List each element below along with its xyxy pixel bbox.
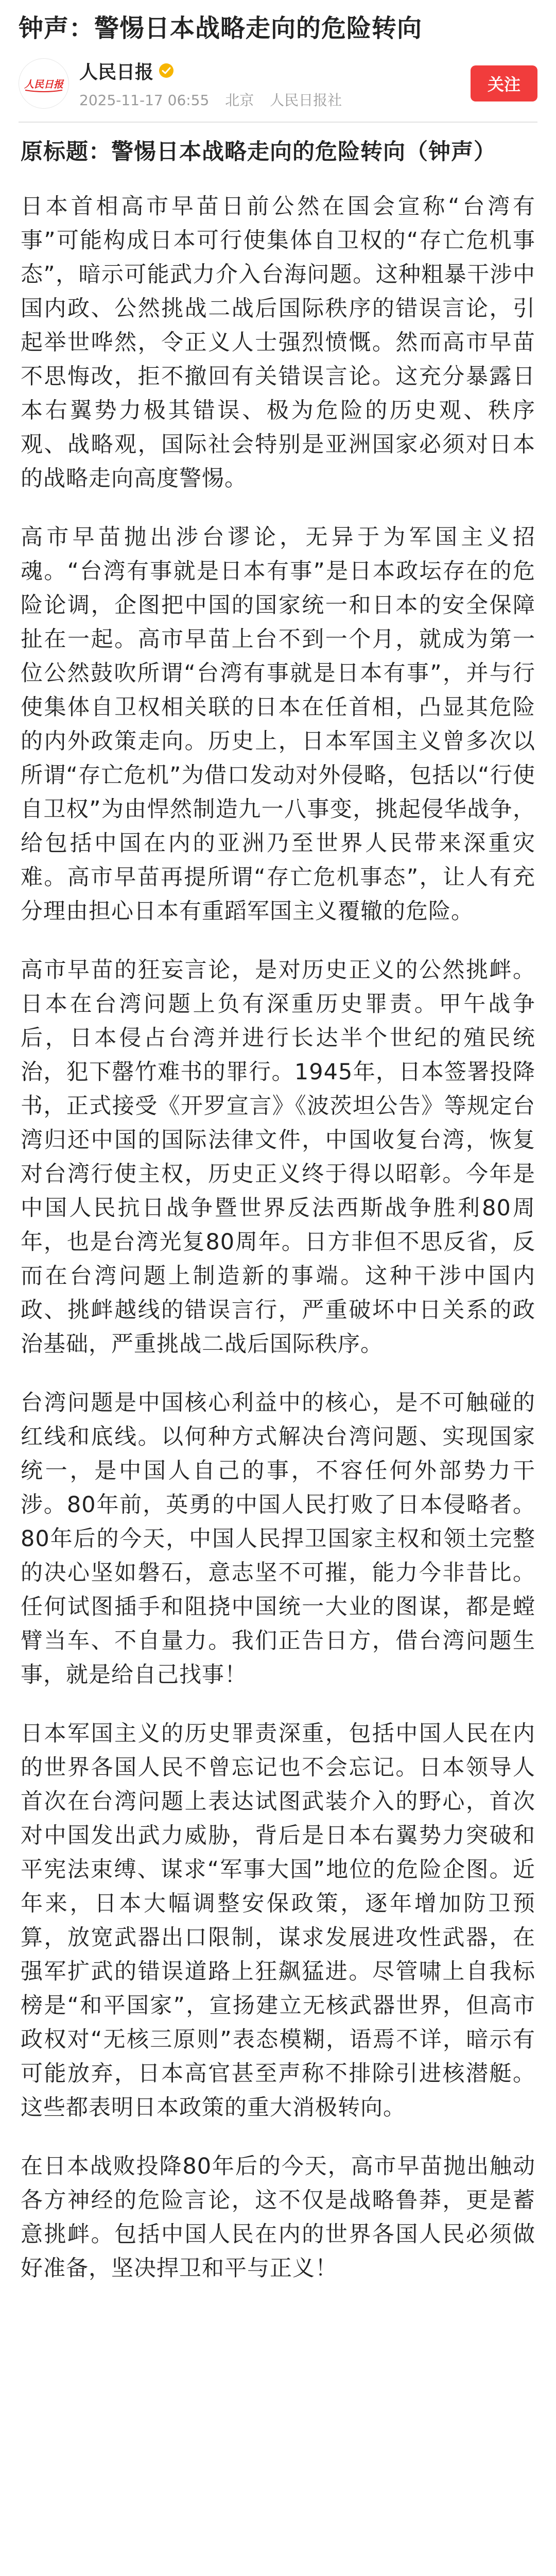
post-meta xyxy=(79,89,471,110)
article-paragraph: 日本军国主义的历史罪责深重，包括中国人民在内的世界各国人民不曾忘记也不会忘记。日本领导人首次在台湾问题上表达试图武装介入的野心，首次对中国发出武力威胁，背后是日本右翼势力突破和平宪法束缚、谋求“军事大国”地位的危险企图。近年来，日本大幅调整安保政策，逐年增加防卫预算，放宽武器出口限制，谋求发展进攻性武器，在强军扩武的错误道路上狂飙猛进。尽管啸上自我标榜是“和平国家”，宣扬建立无核武器世界，但高市政权对“无核三原则”表态模糊，语焉不详，暗示有可能放弃，日本高官甚至声称不排除引进核潜艇。这些都表明日本政策的重大消极转向。 xyxy=(21,1721,535,2121)
article-paragraph: 高市早苗的狂妄言论，是对历史正义的公然挑衅。日本在台湾问题上负有深重历史罪责。甲午战争后，日本侵占台湾并进行长达半个世纪的殖民统治，犯下罄竹难书的罪行。1945年，日本签署投降书，正式接受《开罗宣言》《波茨坦公告》等规定台湾归还中国的国际法律文件，中国收复台湾，恢复对台湾行使主权，历史正义终于得以昭彰。今年是中国人民抗日战争暨世界反法西斯战争胜利80周年，也是台湾光复80周年。日方非但不思反省，反而在台湾问题上制造新的事端。这种干涉中国内政、挑衅越线的错误言行，严重破坏中日关系的政治基础，严重挑战二战后国际秩序。 xyxy=(21,957,535,1357)
article-paragraph: 台湾问题是中国核心利益中的核心，是不可触碰的红线和底线。以何种方式解决台湾问题、实现国家统一，是中国人自己的事，不容任何外部势力干涉。80年前，英勇的中国人民打败了日本侵略者。80年后的今天，中国人民捍卫国家主权和领土完整的决心坚如磐石，意志坚不可摧，能力今非昔比。任何试图插手和阻挠中国统一大业的图谋，都是螳臂当车、不自量力。我们正告日方，借台湾问题生事，就是给自己找事！ xyxy=(21,1390,535,1688)
article-paragraph: 日本首相高市早苗日前公然在国会宣称“台湾有事”可能构成日本可行使集体自卫权的“存亡危机事态”，暗示可能武力介入台海问题。这种粗暴干涉中国内政、公然挑战二战后国际秩序的错误言论，引起举世哗然，令正义人士强烈愤慨。然而高市早苗不思悔改，拒不撤回有关错误言论。这充分暴露日本右翼势力极其错误、极为危险的历史观、秩序观、战略观，国际社会特别是亚洲国家必须对日本的战略走向高度警惕。 xyxy=(21,194,535,492)
page-title: 钟声：警惕日本战略走向的危险转向 xyxy=(19,14,423,43)
verified-badge-icon xyxy=(159,63,174,78)
original-title: 原标题：警惕日本战略走向的危险转向（钟声） xyxy=(21,139,496,165)
people-daily-logo-icon xyxy=(22,73,65,94)
post-source: 人民日报社 xyxy=(270,91,342,109)
article-body xyxy=(0,123,556,2285)
article-paragraph: 在日本战败投降80年后的今天，高市早苗抛出触动各方神经的危险言论，这不仅是战略鲁莽，更是蓄意挑衅。包括中国人民在内的世界各国人民必须做好准备，坚决捍卫和平与正义！ xyxy=(21,2154,535,2281)
post-timestamp: 2025-11-17 06:55 xyxy=(79,91,210,109)
article-paragraph: 高市早苗抛出涉台谬论，无异于为军国主义招魂。“台湾有事就是日本有事”是日本政坛存在的危险论调，企图把中国的国家统一和日本的安全保障扯在一起。高市早苗上台不到一个月，就成为第一位公然鼓吹所谓“台湾有事就是日本有事”，并与行使集体自卫权相关联的日本在任首相，凸显其危险的内外政策走向。历史上，日本军国主义曾多次以所谓“存亡危机”为借口发动对外侵略，包括以“行使自卫权”为由悍然制造九一八事变，挑起侵华战争，给包括中国在内的亚洲乃至世界人民带来深重灾难。高市早苗再提所谓“存亡危机事态”，让人有充分理由担心日本有重蹈军国主义覆辙的危险。 xyxy=(21,524,535,924)
author-row xyxy=(0,45,556,108)
author-meta xyxy=(79,58,471,110)
author-name[interactable]: 人民日报 xyxy=(79,61,154,83)
post-location: 北京 xyxy=(225,91,254,109)
avatar[interactable] xyxy=(19,58,69,109)
author-name-line xyxy=(79,58,471,84)
follow-button[interactable]: 关注 xyxy=(471,65,537,101)
svg-text:人民日报: 人民日报 xyxy=(24,79,64,90)
